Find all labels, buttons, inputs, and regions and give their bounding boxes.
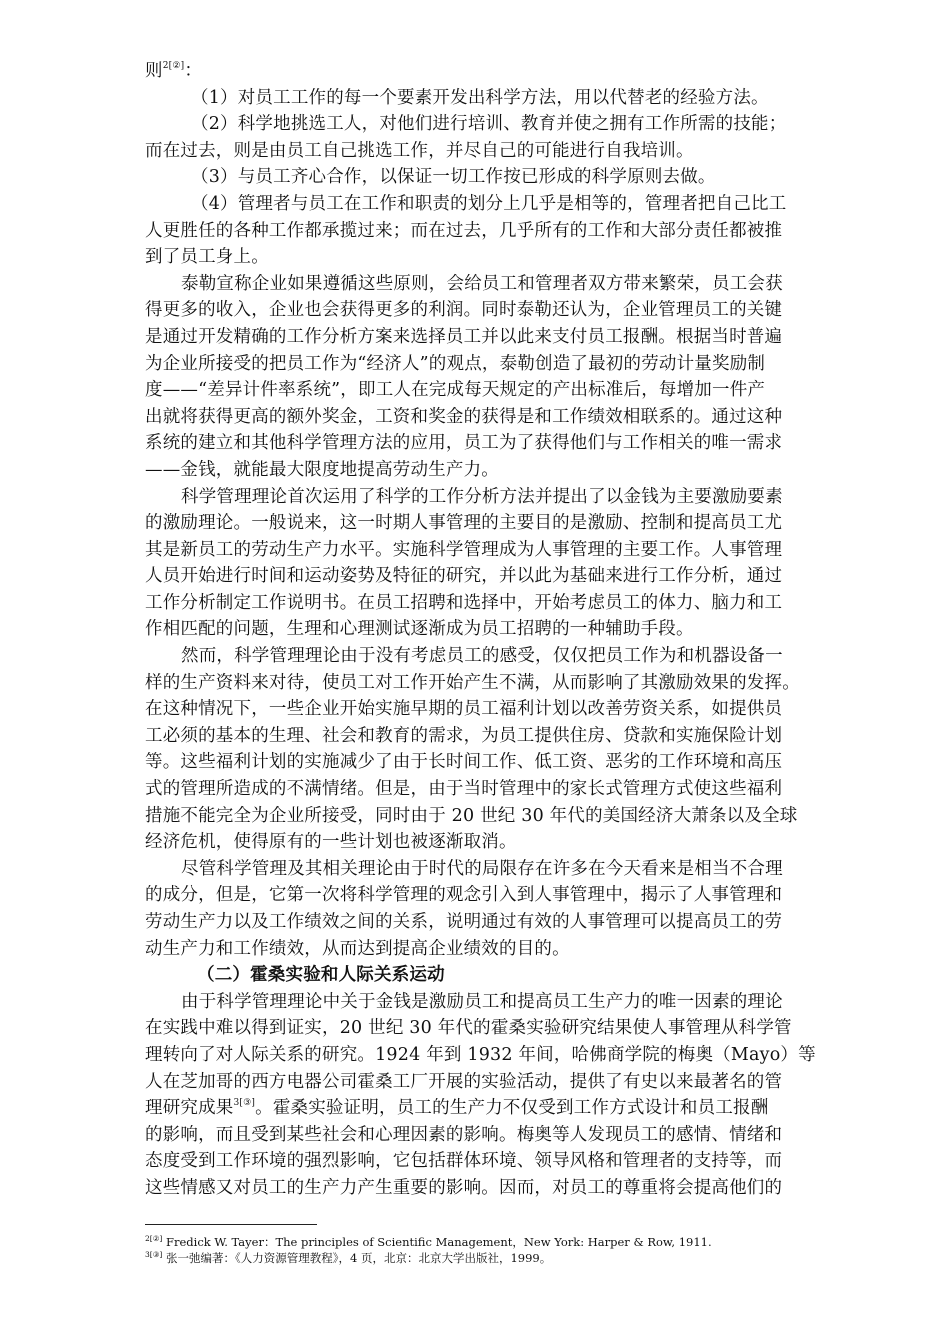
text-line: 这些情感又对员工的生产力产生重要的影响。因而，对员工的尊重将会提高他们的 <box>145 1177 783 1198</box>
text-line: 态度受到工作环境的强烈影响，它包括群体环境、领导风格和管理者的支持等，而 <box>145 1151 783 1172</box>
paragraph-start: 泰勒宣称企业如果遵循这些原则，会给员工和管理者双方带来繁荣，员工会获 <box>181 273 783 294</box>
text-line: 是通过开发精确的工作分析方案来选择员工并以此来支付员工报酬。根据当时普遍 <box>145 326 783 347</box>
footnote-mark: 3[③] <box>145 1250 163 1259</box>
text-line: 理研究成果$^{3[③]}$。霍桑实验证明，员工的生产力不仅受到工作方式设计和员工报酬 <box>145 1098 769 1119</box>
text-line: 工必须的基本的生理、社会和教育的需求，为员工提供住房、贷款和实施保险计划 <box>145 725 783 746</box>
paragraph-start: 由于科学管理理论中关于金钱是激励员工和提高员工生产力的唯一因素的理论 <box>181 991 783 1012</box>
footnotes <box>145 1234 835 1266</box>
list-item: （1）对员工工作的每一个要素开发出科学方法，用以代替老的经验方法。 <box>191 87 769 108</box>
text-line: 动生产力和工作绩效，从而达到提高企业绩效的目的。 <box>145 938 570 959</box>
text-line: 而在过去，则是由员工自己挑选工作，并尽自己的可能进行自我培训。 <box>145 140 694 161</box>
text-line: 得更多的收入，企业也会获得更多的利润。同时泰勒还认为，企业管理员工的关键 <box>145 300 783 321</box>
text-line: ——金钱，就能最大限度地提高劳动生产力。 <box>145 459 499 480</box>
footnote: $^{2[②]}$ Fredick W. Tayer：The principles of Scientific Management，New York: Harper & Row, 1911. <box>145 1234 712 1249</box>
paragraph-start: 科学管理理论首次运用了科学的工作分析方法并提出了以金钱为主要激励要素 <box>181 486 783 507</box>
paragraph-start: 尽管科学管理及其相关理论由于时代的局限存在许多在今天看来是相当不合理 <box>181 858 783 879</box>
text-line: 在实践中难以得到证实，20 世纪 30 年代的霍桑实验研究结果使人事管理从科学管 <box>145 1018 792 1039</box>
text-line: 理转向了对人际关系的研究。1924 年到 1932 年间，哈佛商学院的梅奥（Mayo）等 <box>145 1044 816 1065</box>
text-line: 人在芝加哥的西方电器公司霍桑工厂开展的实验活动，提供了有史以来最著名的管 <box>145 1071 783 1092</box>
text-line: 则$^{2[②]}$： <box>145 61 203 81</box>
text-line: 作相匹配的问题，生理和心理测试逐渐成为员工招聘的一种辅助手段。 <box>145 619 694 640</box>
text-line: 系统的建立和其他科学管理方法的应用，员工为了获得他们与工作相关的唯一需求 <box>145 433 783 454</box>
text-line: 度——“差异计件率系统”，即工人在完成每天规定的产出标准后，每增加一件产 <box>145 380 766 401</box>
text-line: 等。这些福利计划的实施减少了由于长时间工作、低工资、恶劣的工作环境和高压 <box>145 752 783 773</box>
text-line: 人更胜任的各种工作都承揽过来；而在过去，几乎所有的工作和大部分责任都被推 <box>145 220 783 241</box>
section-heading: （二）霍桑实验和人际关系运动 <box>197 965 445 986</box>
document-body <box>145 58 835 1202</box>
text-line: 出就将获得更高的额外奖金，工资和奖金的获得是和工作绩效相联系的。通过这种 <box>145 406 783 427</box>
footnote-mark: 2[②] <box>145 1234 163 1243</box>
text-line: 的激励理论。一般说来，这一时期人事管理的主要目的是激励、控制和提高员工尤 <box>145 513 783 534</box>
text-line: 工作分析制定工作说明书。在员工招聘和选择中，开始考虑员工的体力、脑力和工 <box>145 592 783 613</box>
text-line: 的成分，但是，它第一次将科学管理的观念引入到人事管理中，揭示了人事管理和 <box>145 885 783 906</box>
list-item: （3）与员工齐心合作，以保证一切工作按已形成的科学原则去做。 <box>191 167 716 188</box>
text-line: 到了员工身上。 <box>145 247 269 268</box>
text-line: 式的管理所造成的不满情绪。但是，由于当时管理中的家长式管理方式使这些福利 <box>145 779 783 800</box>
text-line: 的影响，而且受到某些社会和心理因素的影响。梅奥等人发现员工的感情、情绪和 <box>145 1124 783 1145</box>
text-line: 在这种情况下，一些企业开始实施早期的员工福利计划以改善劳资关系，如提供员 <box>145 699 783 720</box>
text-line: 措施不能完全为企业所接受，同时由于 20 世纪 30 年代的美国经济大萧条以及全球 <box>145 805 798 826</box>
text-line: 经济危机，使得原有的一些计划也被逐渐取消。 <box>145 832 517 853</box>
list-item: （4）管理者与员工在工作和职责的划分上几乎是相等的，管理者把自己比工 <box>191 193 787 214</box>
paragraph-start: 然而，科学管理理论由于没有考虑员工的感受，仅仅把员工作为和机器设备一 <box>181 646 783 667</box>
footnote: $^{3[③]}$ 张一弛编著：《人力资源管理教程》，4 页，北京：北京大学出版社，1999。 <box>145 1250 552 1265</box>
text-line: 劳动生产力以及工作绩效之间的关系，说明通过有效的人事管理可以提高员工的劳 <box>145 912 783 932</box>
list-item: （2）科学地挑选工人，对他们进行培训、教育并使之拥有工作所需的技能； <box>191 114 787 135</box>
footnote-ref[interactable]: 3[③] <box>233 1098 256 1109</box>
text-line: 为企业所接受的把员工作为“经济人”的观点，泰勒创造了最初的劳动计量奖励制 <box>145 353 766 374</box>
footnote-ref[interactable]: 2[②] <box>162 61 185 71</box>
text-line: 其是新员工的劳动生产力水平。实施科学管理成为人事管理的主要工作。人事管理 <box>145 539 783 560</box>
text-line: 人员开始进行时间和运动姿势及特征的研究，并以此为基础来进行工作分析，通过 <box>145 566 783 587</box>
text-line: 样的生产资料来对待，使员工对工作开始产生不满，从而影响了其激励效果的发挥。 <box>145 672 800 693</box>
footnote-separator <box>145 1224 317 1225</box>
